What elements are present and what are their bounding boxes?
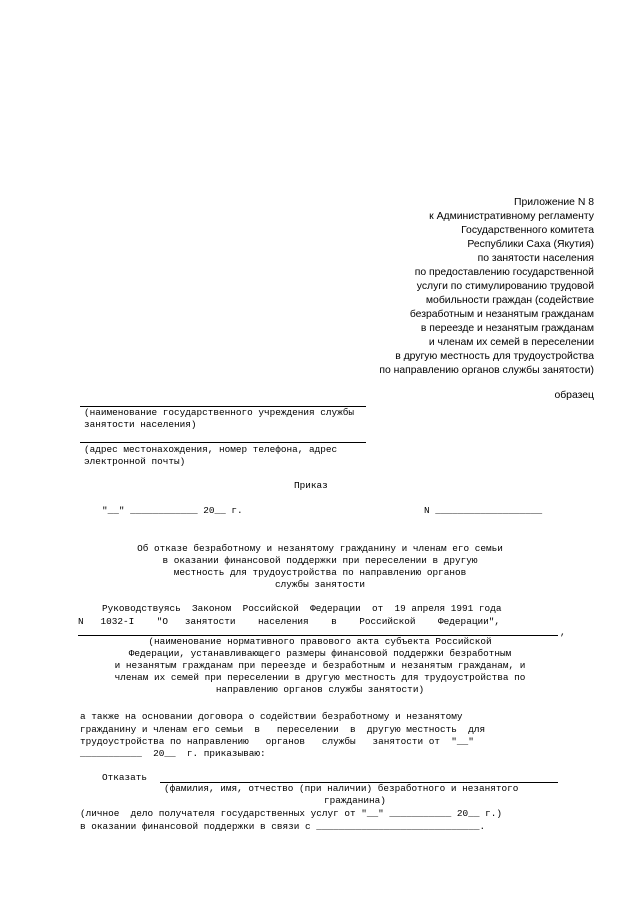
institution-hint: занятости населения)	[84, 419, 197, 430]
subject-line: местность для трудоустройства по направлению органов	[173, 567, 467, 578]
case-line: (личное дело получателя государственных услуг от "__" ___________ 20__ г.)	[80, 808, 502, 819]
contract-line: трудоустройства по направлению органов службы занятости от "__"	[80, 736, 474, 747]
contract-line: а также на основании договора о содействии безработному и незанятому	[80, 711, 463, 722]
subject-line: службы занятости	[274, 579, 365, 590]
normative-hint: направлению органов службы занятости)	[215, 684, 425, 695]
person-hint: (фамилия, имя, отчество (при наличии) безработного и незанятого	[164, 783, 519, 794]
appendix-line: Республики Саха (Якутия)	[467, 239, 594, 250]
comma: ,	[560, 627, 566, 638]
normative-hint: Федерации, устанавливающего размеры финансовой поддержки безработным	[128, 648, 512, 659]
appendix-line: по предоставлению государственной	[414, 267, 594, 278]
appendix-line: по направлению органов службы занятости)	[379, 365, 594, 376]
appendix-line: в другую местность для трудоустройства	[395, 351, 594, 362]
address-hint: электронной почты)	[84, 456, 186, 467]
subject-line: в оказании финансовой поддержки при переселении в другую	[162, 555, 478, 566]
contract-line: гражданину и членам его семьи в переселении в другую местность для	[80, 724, 486, 735]
appendix-line: по занятости населения	[477, 253, 594, 264]
address-line	[80, 442, 366, 443]
refuse-label: Отказать	[102, 772, 148, 783]
appendix-line: в переезде и незанятым гражданам	[420, 323, 594, 334]
appendix-line: Государственного комитета	[461, 225, 594, 236]
appendix-line: Приложение N 8	[514, 197, 594, 208]
appendix-line: к Административному регламенту	[429, 211, 594, 222]
appendix-line: и членам их семей в переселении	[428, 337, 594, 348]
sample-label: образец	[554, 390, 594, 401]
guided-by-line: N 1032-I "О занятости населения в Российской Федерации",	[78, 616, 500, 627]
appendix-line: мобильности граждан (содействие	[425, 295, 594, 306]
order-number-line: N ___________________	[424, 505, 543, 516]
refuse-reason-line: в оказании финансовой поддержки в связи с _____________________________.	[80, 821, 486, 832]
appendix-line: услуги по стимулированию трудовой	[416, 281, 594, 292]
appendix-line: безработным и незанятым гражданам	[409, 309, 594, 320]
order-date-line: "__" ____________ 20__ г.	[102, 505, 243, 516]
normative-hint: и незанятым гражданам при переезде и безработным и незанятым гражданам, и	[114, 660, 526, 671]
contract-line: ___________ 20__ г. приказываю:	[80, 748, 266, 759]
normative-hint: членам их семей при переселении в другую местность для трудоустройства по	[114, 672, 526, 683]
normative-hint: (наименование нормативного правового акта субъекта Российской	[148, 636, 492, 647]
person-hint: гражданина)	[324, 795, 386, 806]
order-title: Приказ	[294, 480, 328, 491]
subject-line: Об отказе безработному и незанятому гражданину и членам его семьи	[137, 543, 503, 554]
address-hint: (адрес местонахождения, номер телефона, адрес	[84, 444, 338, 455]
institution-hint: (наименование государственного учреждения службы	[84, 407, 355, 418]
guided-by-line: Руководствуясь Законом Российской Федерации от 19 апреля 1991 года	[102, 603, 502, 614]
